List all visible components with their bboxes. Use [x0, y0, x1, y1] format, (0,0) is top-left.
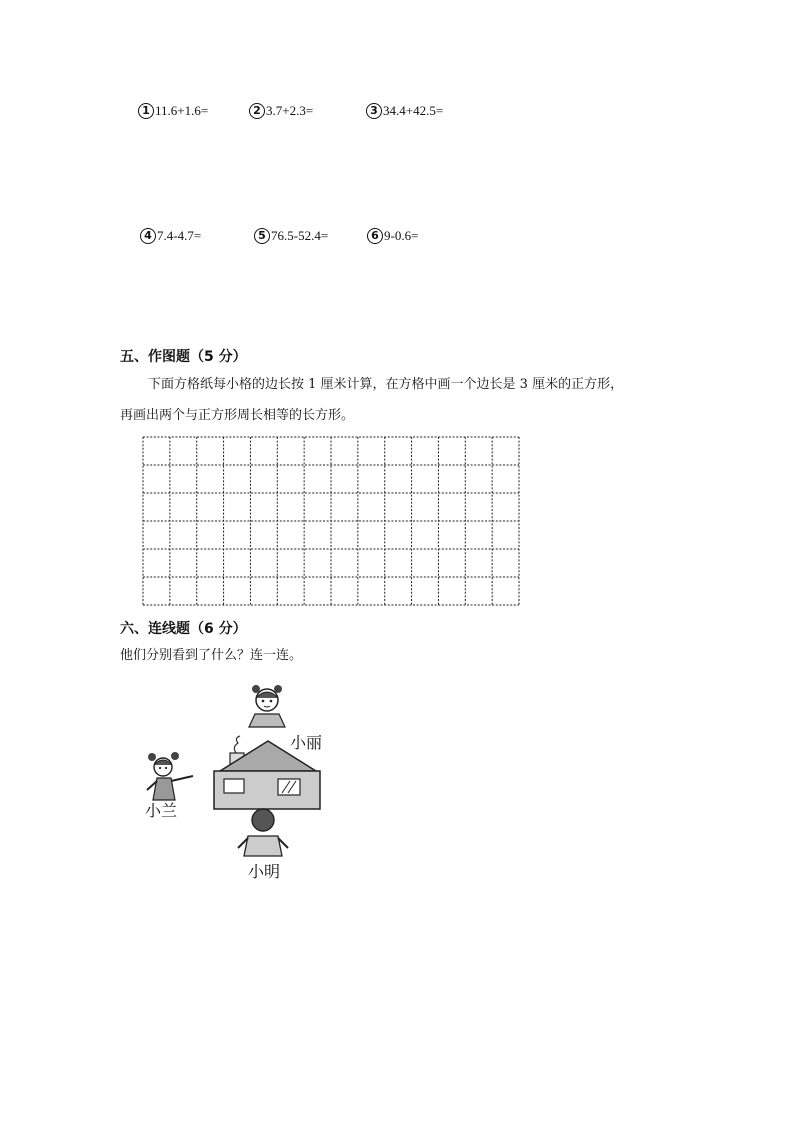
calc-expression: 9-0.6= — [384, 228, 419, 243]
calc-problem-6 — [367, 228, 418, 244]
circled-number: 5 — [254, 228, 270, 244]
calc-expression: 7.4-4.7= — [157, 228, 202, 243]
calc-expression: 34.4+42.5= — [383, 103, 444, 118]
calc-expression: 11.6+1.6= — [155, 103, 209, 118]
drawing-instruction-line1: 下面方格纸每小格的边长按 1 厘米计算，在方格中画一个边长是 3 厘米的正方形， — [148, 377, 624, 392]
calc-expression: 76.5-52.4= — [271, 228, 329, 243]
boy-xiaoming-illustration — [236, 806, 290, 858]
circled-number: 6 — [367, 228, 383, 244]
circled-number: 3 — [366, 103, 382, 119]
girl-xiaoli-illustration — [243, 683, 291, 729]
matching-instruction: 他们分别看到了什么？连一连。 — [120, 648, 303, 663]
calc-problem-2 — [249, 103, 313, 119]
section-heading-drawing: 五、作图题（5 分） — [120, 349, 247, 365]
house-illustration — [212, 735, 324, 811]
calc-expression: 3.7+2.3= — [266, 103, 314, 118]
section-heading-matching: 六、连线题（6 分） — [120, 621, 247, 637]
girl-xiaolan-illustration — [141, 750, 197, 802]
name-label-xiaoli: 小丽 — [290, 733, 323, 752]
name-label-xiaolan: 小兰 — [145, 801, 178, 820]
name-label-xiaoming: 小明 — [248, 862, 281, 881]
circled-number: 2 — [249, 103, 265, 119]
calc-problem-3 — [366, 103, 443, 119]
calc-problem-5 — [254, 228, 328, 244]
calc-problem-1 — [138, 103, 208, 119]
calc-problem-4 — [140, 228, 201, 244]
square-grid[interactable] — [142, 436, 520, 606]
drawing-instruction-line2: 再画出两个与正方形周长相等的长方形。 — [120, 408, 355, 423]
circled-number: 1 — [138, 103, 154, 119]
circled-number: 4 — [140, 228, 156, 244]
